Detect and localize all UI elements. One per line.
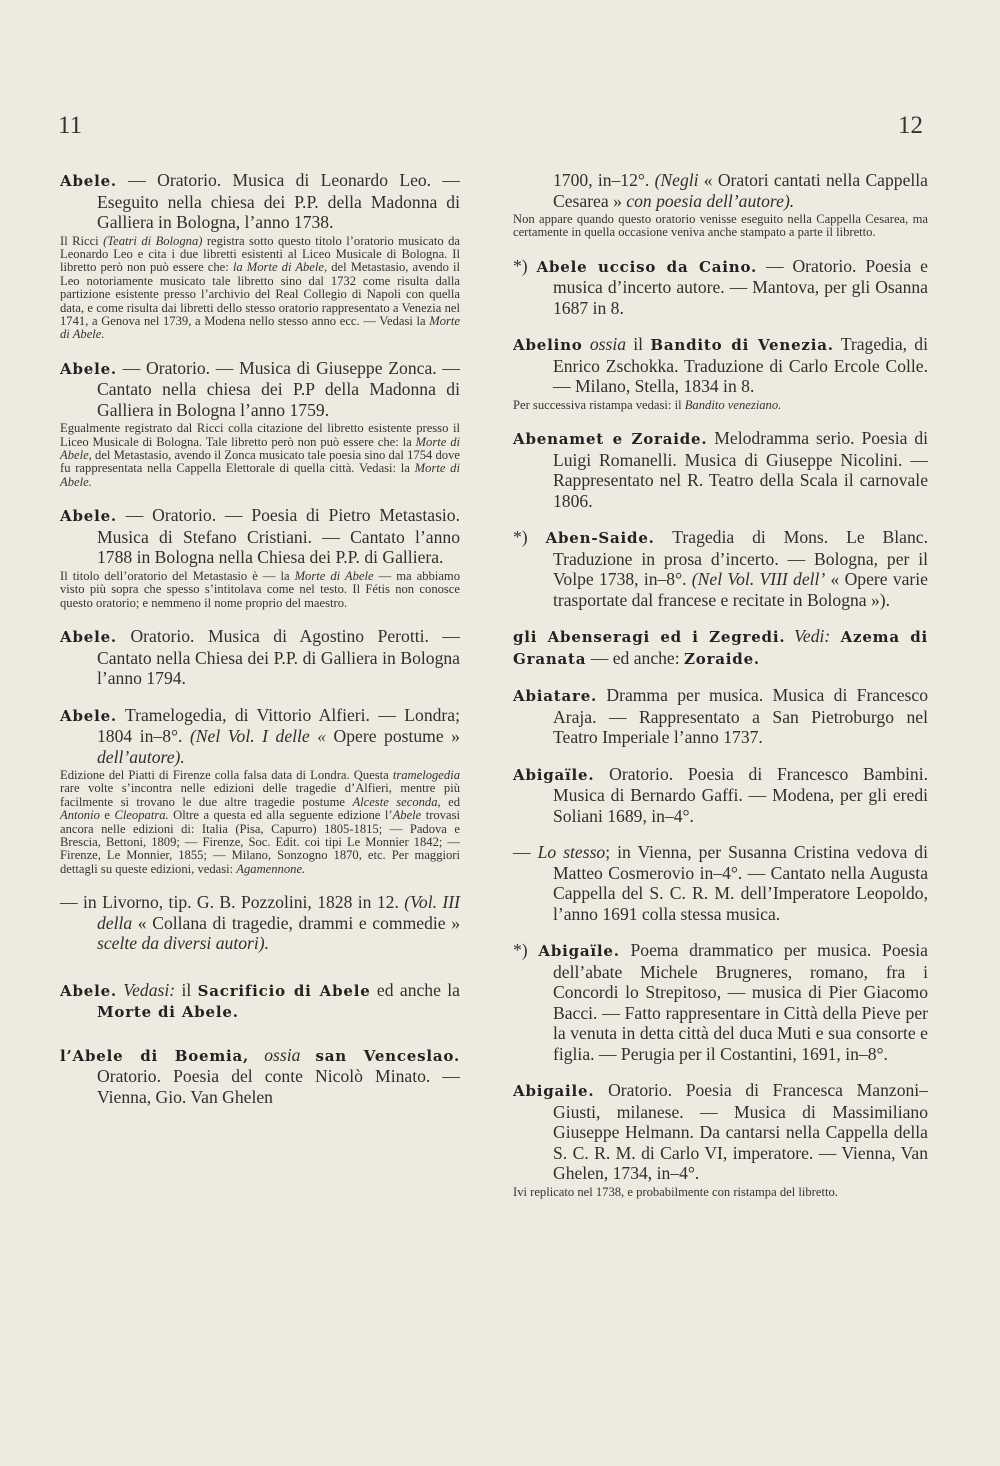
page-number-right: 12: [898, 112, 923, 139]
note-text: trovasi ancora nelle edizioni di: Italia (Pisa, Capurro) 1805-1815; — Padova e Brescia, Bettoni, 1809; — Firenze, Soc. Edit. coi tipi Le Monnier 1842; — Firenze, Le Monnier, 1855; — Milano, Sonzogno 1870, etc. Per maggiori dettagli su queste edizioni, vedasi:: [60, 808, 460, 876]
entry-aben-saide: [513, 527, 928, 610]
asterisk-mark: *): [513, 940, 539, 961]
entry-body: Tramelogedia, di Vittorio Alfieri. — Londra; 1804 in–8°.: [97, 704, 460, 746]
right-column: [513, 170, 928, 1215]
note-text: ed: [440, 794, 461, 809]
entry-body: — Oratorio. — Poesia di Pietro Metastasio. Musica di Stefano Cristiani. — Cantato l’anno 1788 in Bologna nella Chiesa dei P.P. di Galliera.: [97, 505, 460, 568]
entry-abele-perotti: [60, 626, 460, 689]
entry-body: 1700, in–12°.: [553, 170, 655, 190]
entry-text: [60, 170, 460, 233]
entry-abenamet: [513, 428, 928, 511]
note-italic: Alceste seconda,: [352, 794, 441, 809]
left-column: [60, 170, 460, 1123]
entry-text: [60, 705, 460, 768]
entry-body: « Collana di tragedie, drammi e commedie »: [132, 912, 460, 933]
entry-body: « Opere varie trasportate dal francese e recitate in Bologna »).: [553, 569, 928, 610]
note-italic: Cleopatra.: [114, 808, 169, 823]
entry-headword: Abele ucciso da Caino.: [536, 257, 758, 276]
note-text: Il titolo dell’oratorio del Metastasio è — la: [60, 568, 295, 583]
entry-abigaile-manzoni: [513, 1080, 928, 1199]
note-text: registra sotto questo titolo l’oratorio musicato da Leonardo Leo e cita i due libretti esistenti al Liceo Musicale di Bologna. Il libretto però non può essere che:: [60, 233, 460, 275]
note-text: Egualmente registrato dal Ricci colla citazione del libretto esistente presso il Liceo Musicale di Bologna. Tale libretto però non può essere che: la: [60, 421, 460, 449]
asterisk-mark: *): [513, 527, 546, 548]
entry-body: ; in Vienna, per Susanna Cristina vedova di Matteo Cosmerovio in–4°. — Cantato nella Augusta Cappella del S. C. R. M. dell’Imperatore Leopoldo, l’anno 1691 colla stessa musica.: [553, 842, 928, 924]
entry-note: [60, 422, 460, 489]
entry-headword: gli Abenseragi ed i Zegredi.: [513, 628, 786, 647]
note-text: Il Ricci: [60, 233, 104, 248]
entry-headword: Abele.: [60, 706, 117, 725]
note-italic: Agamennone.: [236, 861, 306, 876]
entry-abele-vedasi: [60, 980, 460, 1023]
entry-italic: (Nel Vol. VIII dell’: [691, 569, 826, 590]
entry-body: Tragedia, di Enrico Zschokka. Traduzione di Carlo Ercole Colle. — Milano, Stella, 1834 in 8.: [553, 334, 928, 397]
entry-lo-stesso: [513, 842, 928, 924]
entry-text: [513, 764, 928, 827]
entry-body: Opere postume »: [326, 726, 460, 746]
entry-abigaile-brugneres: [513, 940, 928, 1064]
entry-text: [60, 980, 460, 1023]
entry-italic: (Nel Vol. I delle «: [189, 726, 327, 746]
entry-headword: Sacrificio di Abele: [197, 981, 371, 1000]
entry-text: [513, 626, 928, 669]
entry-body: Melodramma serio. Poesia di Luigi Romanelli. Musica di Giuseppe Nicolini. — Rappresentato nel R. Teatro della Scala il carnovale 1806.: [553, 428, 928, 511]
entry-body: Oratorio. Poesia del conte Nicolò Minato. — Vienna, Gio. Van Ghelen: [97, 1066, 460, 1107]
entry-body: il: [175, 979, 198, 1000]
note-text: — ma abbiamo visto più sopra che spesso s’intitolava come nel testo. Il Fétis non conosce questo oratorio; e nemmeno il nome proprio del maestro.: [60, 568, 460, 610]
entry-italic: con poesia dell’autore).: [626, 190, 795, 211]
entry-headword: san Venceslao.: [315, 1046, 460, 1065]
entry-text: [513, 940, 928, 1064]
entry-text: [513, 170, 928, 211]
entry-body: « Oratori cantati nella Cappella Cesarea »: [553, 170, 928, 211]
entry-abigaile-bambini: [513, 764, 928, 827]
entry-headword: Azema di Granata: [513, 628, 928, 668]
entry-italic: Vedi:: [785, 626, 831, 647]
entry-body: Poema drammatico per musica. Poesia dell’abate Michele Brugneres, romano, fra i Concordi lo Strepitoso, — musica di Pier Giacomo Bacci. — Fatto rappresentare in Città della Pieve per la venuta in detta città del duca Muti e sua consorte e figlia. — Perugia per il Costantini, 1691, in–8°.: [553, 940, 928, 1064]
note-italic: (Teatri di Bologna): [103, 233, 203, 248]
note-italic: tramelogedia: [392, 768, 460, 782]
entry-note: Ivi replicato nel 1738, e probabilmente con ristampa del libretto.: [513, 1184, 838, 1199]
note-text: e: [99, 808, 115, 823]
entry-headword: Abelino: [513, 336, 583, 355]
entry-abele-leo: [60, 170, 460, 342]
entry-headword: Abele.: [60, 507, 117, 526]
page-number-left: 11: [58, 112, 83, 139]
note-text: rare volte s’incontra nelle edizioni delle tragedie d’Alfieri, mentre più facilmente si trovano le due altre tragedie postume: [60, 781, 460, 809]
entry-abenseragi: [513, 626, 928, 669]
entry-text: [513, 842, 928, 924]
entry-note: [60, 769, 460, 876]
entry-body: — ed anche:: [586, 647, 685, 668]
entry-italic: ossia: [582, 334, 634, 355]
entry-text: [513, 256, 928, 319]
note-text: Per successiva ristampa vedasi: il: [513, 397, 685, 412]
note-italic: Abele: [392, 808, 422, 823]
entry-note: [513, 399, 928, 412]
entry-body: il: [633, 334, 651, 355]
entry-text: [60, 505, 460, 568]
entry-body: ed anche la: [370, 979, 460, 1000]
entry-note: [60, 235, 460, 342]
entry-body: —: [513, 842, 538, 863]
entry-abele-alfieri: [60, 705, 460, 877]
entry-italic: ossia: [249, 1044, 316, 1065]
entry-headword: Abele.: [60, 981, 117, 1000]
entry-headword: Abiatare.: [513, 687, 598, 706]
entry-text: [513, 1080, 928, 1184]
note-italic: Morte di Abele,: [60, 434, 460, 463]
entry-abele-ucciso: [513, 256, 928, 319]
entry-abele-boemia: [60, 1045, 460, 1108]
entry-body: — Oratorio. — Musica di Giuseppe Zonca. — Cantato nella chiesa dei P.P della Madonna di Galliera in Bologna l’anno 1759.: [97, 357, 460, 420]
entry-boemia-cont: [513, 170, 928, 240]
entry-body: — Oratorio. Poesia e musica d’incerto autore. — Mantova, per gli Osanna 1687 in 8.: [553, 255, 928, 318]
note-italic: Morte di Abele: [294, 568, 374, 583]
entry-headword: Bandito di Venezia.: [650, 336, 834, 355]
note-italic: la Morte di Abele,: [232, 260, 328, 275]
note-italic: Antonio: [60, 808, 100, 823]
note-italic: Bandito veneziano.: [684, 397, 782, 412]
entry-text: [60, 892, 460, 954]
entry-text: [513, 685, 928, 748]
entry-italic: (Negli: [654, 170, 699, 190]
entry-headword: Abele.: [60, 628, 117, 646]
entry-abele-zonca: [60, 358, 460, 490]
entry-headword: Abigaïle.: [538, 942, 620, 961]
entry-headword: Abele.: [60, 172, 117, 190]
asterisk-mark: *): [513, 255, 537, 276]
entry-italic: Vedasi:: [116, 979, 176, 1000]
entry-body: Oratorio. Musica di Agostino Perotti. — Cantato nella Chiesa dei P.P. di Galliera in Bologna l’anno 1794.: [97, 626, 460, 688]
entry-headword: Abigaïle.: [513, 765, 595, 784]
entry-body: Tragedia di Mons. Le Blanc. Traduzione in prosa d’incerto. — Bologna, per il Volpe 1738, in–8°.: [553, 527, 928, 590]
entry-headword: l’Abele di Boemia,: [60, 1046, 250, 1065]
note-italic: Morte di Abele.: [60, 461, 460, 489]
entry-italic: dell’autore).: [97, 746, 185, 767]
entry-note: [60, 570, 460, 610]
entry-headword: Abigaile.: [513, 1082, 595, 1101]
entry-text: [60, 358, 460, 421]
note-text: del Metastasio, avendo il Leo notoriamente musicato tale libretto sino dal 1732 come risulta dalla partizione esistente presso l’archivio del Real Collegio di Napoli con quella data, e come risulta dai libretti dello stesso oratorio rappresentato a Venezia nel 1741, a Genova nel 1739, a Modena nello stesso anno ecc. — Vedasi la: [60, 260, 460, 328]
note-italic: Morte di Abele.: [60, 313, 460, 342]
note-text: Edizione del Piatti di Firenze colla falsa data di Londra. Questa: [60, 768, 393, 782]
entry-headword: Morte di Abele.: [97, 1003, 239, 1022]
entry-body: Oratorio. Poesia di Francesca Manzoni–Giusti, milanese. — Musica di Massimiliano Giuseppe Helmann. Da cantarsi nella Cappella della S. C. R. M. di Carlo VI, imperatore. — Vienna, Van Ghelen, 1734, in–4°.: [553, 1080, 928, 1184]
entry-text: [60, 1045, 460, 1108]
entry-text: [513, 527, 928, 610]
entry-abele-cristiani: [60, 505, 460, 610]
entry-italic: Lo stesso: [537, 842, 606, 863]
entry-headword: Abele.: [60, 359, 117, 378]
entry-italic: scelte da diversi autori).: [97, 933, 269, 954]
entry-headword: Aben-Saide.: [545, 529, 655, 548]
entry-abiatare: [513, 685, 928, 748]
note-text: Oltre a questa ed alla seguente edizione l’: [168, 808, 393, 823]
entry-text: [513, 334, 928, 397]
entry-body: Oratorio. Poesia di Francesco Bambini. Musica di Bernardo Gaffi. — Modena, per gli eredi Soliani 1689, in–4°.: [553, 763, 928, 826]
entry-headword: Abenamet e Zoraide.: [513, 430, 708, 449]
entry-text: [60, 626, 460, 689]
entry-text: [513, 428, 928, 511]
entry-note: Non appare quando questo oratorio venisse eseguito nella Cappella Cesarea, ma certamente in quella occasione veniva anche stampato a parte il libretto.: [513, 212, 928, 240]
entry-abelino: [513, 334, 928, 412]
entry-body: Dramma per musica. Musica di Francesco Araja. — Rappresentato a San Pietroburgo nel Teatro Imperiale l’anno 1737.: [553, 685, 928, 748]
entry-italic: (Vol. III della: [97, 892, 460, 933]
note-text: del Metastasio, avendo il Zonca musicato tale poesia sino dal 1754 dove fu rappresentata nella Cappella Elettorale di quella città. Vedasi: la: [60, 448, 460, 476]
entry-abele-livorno: [60, 892, 460, 954]
entry-body: — in Livorno, tip. G. B. Pozzolini, 1828 in 12.: [60, 892, 405, 913]
entry-body: — Oratorio. Musica di Leonardo Leo. — Eseguito nella chiesa dei P.P. della Madonna di Galliera in Bologna, l’anno 1738.: [97, 170, 460, 232]
entry-headword: Zoraide.: [684, 649, 760, 668]
